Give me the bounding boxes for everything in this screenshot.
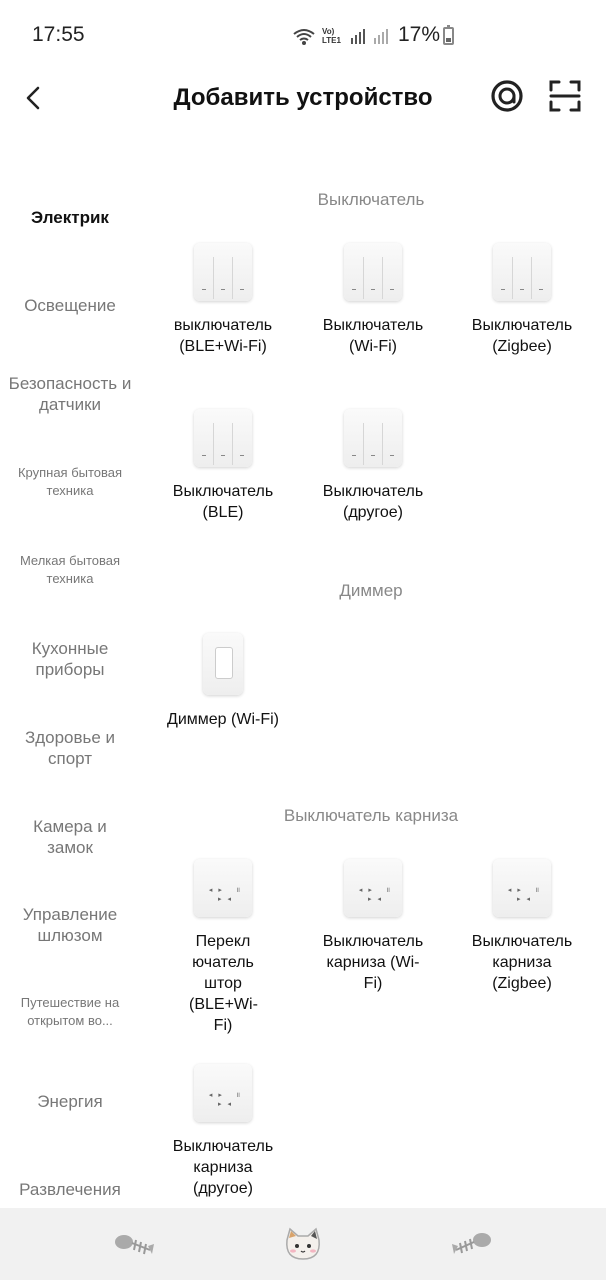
scan-nearby-icon[interactable] xyxy=(489,78,525,114)
device-label: Выключатель (Wi-Fi) xyxy=(322,317,424,355)
sidebar-item-health[interactable]: Здоровье и спорт xyxy=(24,728,116,768)
device-switch-other[interactable] xyxy=(313,409,433,523)
device-switch-zigbee[interactable] xyxy=(462,243,582,357)
device-curtain-other[interactable] xyxy=(163,1064,283,1199)
status-bar xyxy=(0,0,606,72)
signal-icon-2 xyxy=(373,28,389,44)
device-label: Перекл ючатель штор (BLE+Wi-Fi) xyxy=(189,933,258,1034)
signal-icon xyxy=(350,28,366,44)
device-label: Выключатель (BLE) xyxy=(172,483,274,521)
section-title-curtain: Выключатель карниза xyxy=(283,806,459,825)
wall-switch-icon xyxy=(194,243,252,301)
header xyxy=(0,72,606,128)
sidebar-item-camera-lock[interactable]: Камера и замок xyxy=(33,817,107,857)
fish-bone-icon-right[interactable] xyxy=(450,1226,494,1262)
fish-bone-icon[interactable] xyxy=(112,1226,156,1262)
device-switch-ble[interactable] xyxy=(163,409,283,523)
sidebar-item-electric[interactable]: Электрик xyxy=(31,208,109,227)
curtain-switch-icon: ◂▸ ॥ ▸◂ xyxy=(194,1064,252,1122)
device-label: Выключатель (другое) xyxy=(322,483,424,521)
network-label: Vo) LTE1 xyxy=(322,27,341,45)
sidebar-item-gateway[interactable]: Управление шлюзом xyxy=(22,905,118,945)
device-label: Выключатель карниза (Wi-Fi) xyxy=(322,933,424,992)
qr-scan-icon[interactable] xyxy=(547,78,583,114)
wall-switch-icon xyxy=(493,243,551,301)
wall-switch-icon xyxy=(194,409,252,467)
section-title-switch: Выключатель xyxy=(317,190,425,209)
device-label: выключатель (BLE+Wi-Fi) xyxy=(173,317,273,355)
sidebar-item-large-appliances[interactable]: Крупная бытовая техника xyxy=(17,465,123,498)
device-label: Выключатель карниза (Zigbee) xyxy=(471,933,573,992)
status-time: 17:55 xyxy=(32,23,85,46)
device-curtain-ble-wifi[interactable] xyxy=(163,859,283,1036)
sidebar-item-entertainment[interactable]: Развлечения xyxy=(19,1180,121,1199)
battery-icon xyxy=(443,27,454,45)
cat-icon[interactable] xyxy=(281,1226,325,1262)
curtain-switch-icon: ◂▸ ॥ ▸◂ xyxy=(344,859,402,917)
battery-percent: 17% xyxy=(398,23,441,46)
sidebar-item-lighting[interactable]: Освещение xyxy=(24,296,116,315)
section-title-dimmer: Диммер xyxy=(339,581,403,600)
device-label: Выключатель карниза (другое) xyxy=(172,1138,274,1197)
device-curtain-wifi[interactable] xyxy=(313,859,433,994)
device-label: Выключатель (Zigbee) xyxy=(471,317,573,355)
device-switch-wifi[interactable] xyxy=(313,243,433,357)
bottom-tab-bar xyxy=(0,1208,606,1280)
wall-switch-icon xyxy=(344,243,402,301)
wall-switch-icon xyxy=(344,409,402,467)
curtain-switch-icon: ◂▸ ॥ ▸◂ xyxy=(493,859,551,917)
wifi-icon xyxy=(292,28,316,46)
sidebar-item-small-appliances[interactable]: Мелкая бытовая техника xyxy=(19,553,121,586)
sidebar-item-kitchen[interactable]: Кухонные приборы xyxy=(31,639,109,679)
device-curtain-zigbee[interactable] xyxy=(462,859,582,994)
device-switch-ble-wifi[interactable] xyxy=(163,243,283,357)
dimmer-icon xyxy=(203,633,243,695)
device-label: Диммер (Wi-Fi) xyxy=(167,711,279,728)
sidebar-item-security[interactable]: Безопасность и датчики xyxy=(8,374,132,414)
device-dimmer-wifi[interactable] xyxy=(163,633,283,730)
sidebar-item-energy[interactable]: Энергия xyxy=(37,1092,103,1111)
sidebar-item-outdoor[interactable]: Путешествие на открытом во... xyxy=(20,995,120,1028)
curtain-switch-icon: ◂▸ ॥ ▸◂ xyxy=(194,859,252,917)
page-title: Добавить устройство xyxy=(173,84,433,111)
